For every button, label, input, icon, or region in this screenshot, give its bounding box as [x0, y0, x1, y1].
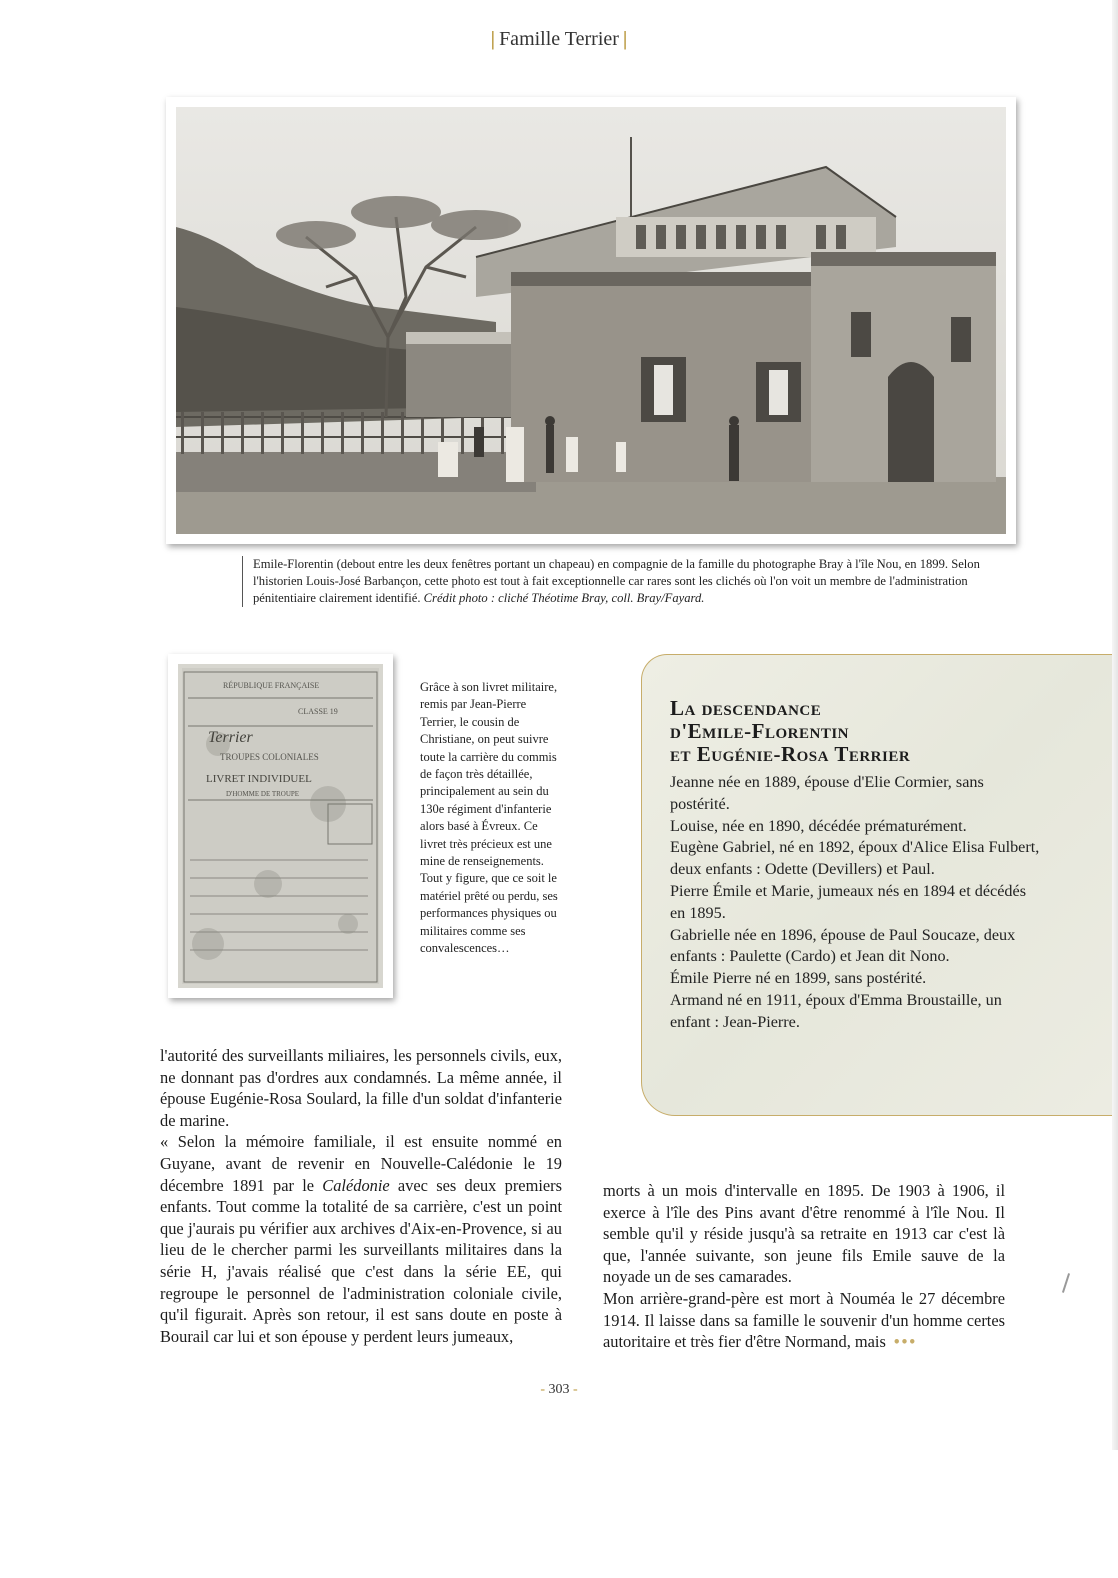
livret-sidebar-text: Grâce à son livret militaire, remis par Jean-Pierre Terrier, le cousin de Christiane, on peut suivre toute la carrière du commis de façon très détaillée, principalement au sein du 130e régiment d'infanterie alors basé à Évreux. Ce livret très précieux est une mine de renseignements. Tout y figure, que ce soit le matériel prêté ou perdu, ses performances physiques ou militaires comme ses convalescences…	[420, 680, 558, 956]
page-edge	[1112, 0, 1118, 1450]
body-text: avec ses deux premiers enfants. Tout comme la totalité de sa carrière, c'est un point que j'aurais pu vérifier aux archives d'Aix-en-Provence, si au lieu de le chercher parmi les surveillants militaires dans la série H, j'avais réalisé que c'est dans la série EE, qui regroupe le personnel de l'administration coloniale civile, qu'il figurait. Après son retour, il est sans doute en poste à Bourail car lui et son épouse y perdent leurs jumeaux,	[160, 1175, 562, 1346]
descendance-entry: Eugène Gabriel, né en 1892, époux d'Alice Elisa Fulbert, deux enfants : Odette (Devillers) et Paul.	[670, 838, 1040, 879]
folio-dash-left: -	[540, 1382, 549, 1397]
body-text: « Selon la mémoire familiale, il est ensuite nommé en Guyane, avant de revenir en Nouvelle-Calédonie le 19 décembre 1891 par le	[160, 1132, 562, 1195]
descendance-list	[670, 772, 1040, 1034]
livret-illustration	[178, 664, 383, 988]
livret-subtitle: D'HOMME DE TROUPE	[226, 790, 300, 798]
header-bar-left: |	[490, 28, 496, 50]
livret-republique: RÉPUBLIQUE FRANÇAISE	[223, 681, 320, 690]
photo-caption	[242, 556, 1013, 607]
livret-image	[168, 654, 393, 998]
running-title: Famille Terrier	[499, 28, 619, 50]
livret-title: LIVRET INDIVIDUEL	[206, 773, 312, 785]
descendance-entry: Louise, née en 1890, décédée prématurément.	[670, 816, 967, 835]
body-paragraph: l'autorité des surveillants miliaires, les personnels civils, eux, ne donnant pas d'ordres aux condamnés. La même année, il épouse Eugénie-Rosa Soulard, la fille d'un soldat d'infanterie de marine.	[160, 1046, 562, 1130]
body-paragraph	[603, 1288, 1005, 1353]
body-text: Mon arrière-grand-père est mort à Nouméa le 27 décembre 1914. Il laisse dans sa famille le souvenir d'un homme certes autoritaire et très fier d'être Normand, mais	[603, 1288, 1005, 1352]
header-bar-right: |	[622, 28, 628, 50]
descendance-entry: Émile Pierre né en 1899, sans postérité.	[670, 969, 927, 988]
descendance-title-line: d'Emile-Florentin	[670, 719, 850, 743]
descendance-entry: Armand né en 1911, époux d'Emma Broustaille, un enfant : Jean-Pierre.	[670, 990, 1002, 1031]
descendance-title-line: La descendance	[670, 696, 822, 720]
body-paragraph: morts à un mois d'intervalle en 1895. De 1903 à 1906, il exerce à l'île des Pins avant d'être renommé à l'île Nou. Il semble qu'il y réside jusqu'à sa retraite en 1913 car c'est là que, l'année suivante, son jeune fils Emile sauve de la noyade un de ses camarades.	[603, 1181, 1005, 1287]
descendance-entry: Gabrielle née en 1896, épouse de Paul Soucaze, deux enfants : Paulette (Cardo) et Jean dit Nono.	[670, 925, 1016, 966]
photo-credit: Crédit photo : cliché Théotime Bray, coll. Bray/Fayard.	[423, 591, 705, 605]
historical-photo	[166, 97, 1016, 544]
body-paragraph	[160, 1131, 562, 1347]
caption-text: Emile-Florentin (debout entre les deux fenêtres portant un chapeau) en compagnie de la famille du photographe Bray à l'île Nou, en 1899. Selon l'historien Louis-José Barbançon, cette photo est tout à fait exceptionnelle car rares sont les clichés où l'on voit un membre de l'administration pénitentiaire clairement identifié.	[253, 557, 980, 605]
photo-illustration	[176, 107, 1006, 534]
body-column-right	[603, 1180, 1005, 1353]
livret-classe: CLASSE 19	[298, 707, 338, 716]
livret-name: Terrier	[208, 729, 253, 746]
ship-name: Calédonie	[322, 1175, 390, 1195]
descendance-entry: Jeanne née en 1889, épouse d'Elie Cormier, sans postérité.	[670, 773, 984, 813]
body-column-left	[160, 1045, 562, 1347]
descendance-title	[670, 697, 1090, 766]
running-header	[0, 28, 1118, 51]
continuation-dots: •••	[893, 1332, 918, 1352]
livret-troupes: TROUPES COLONIALES	[220, 752, 319, 762]
page-number	[0, 1382, 1118, 1398]
page-number-text: 303	[548, 1382, 570, 1397]
scan-mark	[1062, 1273, 1070, 1293]
folio-dash-right: -	[569, 1382, 578, 1397]
descendance-entry: Pierre Émile et Marie, jumeaux nés en 1894 et décédés en 1895.	[670, 881, 1026, 922]
descendance-title-line: et Eugénie-Rosa Terrier	[670, 742, 911, 766]
